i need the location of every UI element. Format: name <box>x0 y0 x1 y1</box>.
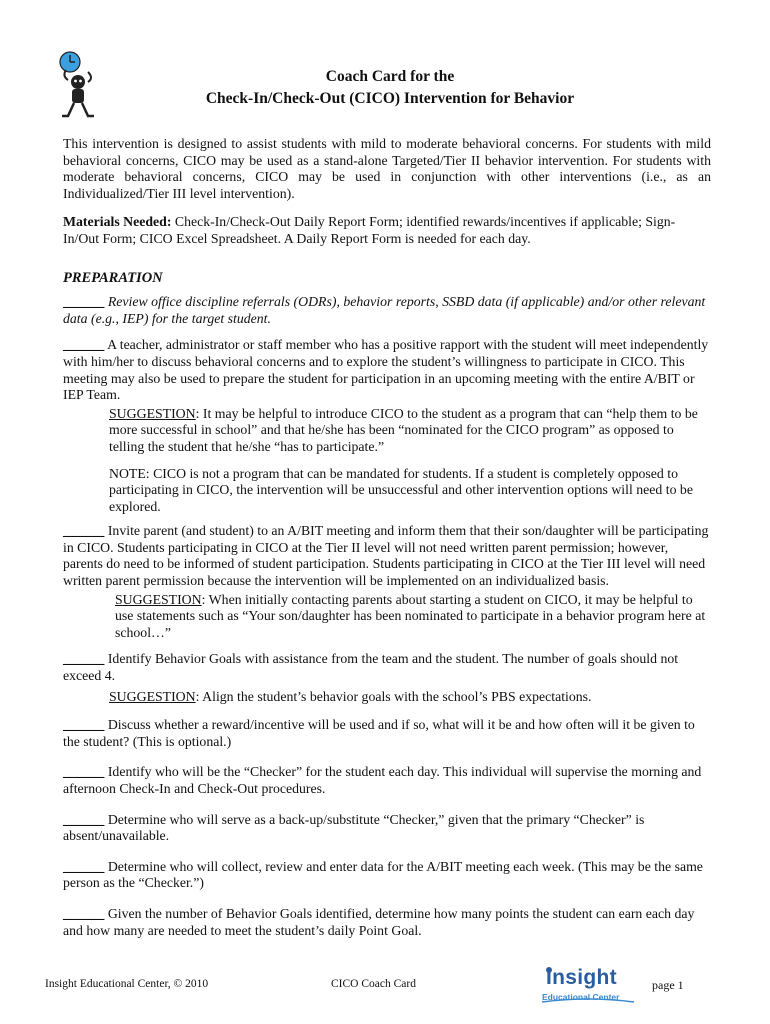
checkbox-blank[interactable]: ______ <box>63 858 105 874</box>
checklist-item: ______ A teacher, administrator or staff member who has a positive rapport with the student will meet independently with him/her to discuss behavioral concerns and to explore the student’s willingness to participate in CICO. This meeting may also be used to prepare the student for participation in an upcoming meeting with the entire A/BIT or IEP Team. <box>63 337 709 403</box>
suggestion-block: SUGGESTION: When initially contacting parents about starting a student on CICO, it may be helpful to use statements such as “Your son/daughter has been nominated to participate in a behavior program here at school…” <box>115 591 706 640</box>
page-number: page 1 <box>652 978 684 992</box>
logo-name: Insight <box>546 966 617 989</box>
suggestion-label: SUGGESTION <box>109 405 196 421</box>
intro-paragraph: This intervention is designed to assist students with mild to moderate behavioral concerns. For students with mild behavioral concerns, CICO may be used as a stand-alone Targeted/Tier II behavior intervention. For students with moderate behavioral concerns, CICO may be used in conjunction with other interventions (i.e., as an Individualized/Tier III level intervention). <box>63 136 711 201</box>
materials-text: Check-In/Check-Out Daily Report Form; identified rewards/incentives if applicable; Sign-In/Out Form; CICO Excel Spreadsheet. A Daily Report Form is needed for each day. <box>63 214 676 246</box>
clock-figure-icon <box>56 50 102 122</box>
checkbox-blank[interactable]: ______ <box>63 764 105 780</box>
checkbox-blank[interactable]: ______ <box>63 905 105 921</box>
materials-paragraph <box>63 214 711 247</box>
checklist-item: ______ Identify who will be the “Checker” for the student each day. This individual will supervise the morning and afternoon Check-In and Check-Out procedures. <box>63 764 702 796</box>
preparation-heading: PREPARATION <box>63 269 163 286</box>
title-line-1: Coach Card for the <box>325 68 455 85</box>
checkbox-blank[interactable]: ______ <box>63 651 105 667</box>
suggestion-label: SUGGESTION <box>115 591 202 607</box>
insight-logo-icon <box>540 966 636 1008</box>
document-title <box>120 66 660 110</box>
checklist-item: ______ Determine who will serve as a back-up/substitute “Checker,” given that the primary “Checker” is absent/unavailable. <box>63 811 645 844</box>
checklist-item: ______ Discuss whether a reward/incentive will be used and if so, what will it be and how often will it be given to the student? (This is optional.) <box>63 717 695 749</box>
note-block: NOTE: CICO is not a program that can be mandated for students. If a student is completely opposed to participating in CICO, the intervention will be unsuccessful and other intervention options will need to be explored. <box>109 465 693 514</box>
checklist-item: ______ Determine who will collect, review and enter data for the A/BIT meeting each week. (This may be the same person as the “Checker.”) <box>63 858 703 891</box>
suggestion-block: SUGGESTION: It may be helpful to introduce CICO to the student as a program that can “help them to be more successful in school” and that he/she has been “nominated for the CICO program” as opposed to telling the student that he/she “has to participate.” <box>109 405 698 454</box>
checkbox-blank[interactable]: ______ <box>63 523 105 539</box>
checkbox-blank[interactable]: ______ <box>63 717 105 733</box>
title-line-2: Check-In/Check-Out (CICO) Intervention for Behavior <box>205 90 575 107</box>
footer-title: CICO Coach Card <box>331 978 416 990</box>
materials-label: Materials Needed: <box>63 214 172 230</box>
checklist-item: ______ Identify Behavior Goals with assistance from the team and the student. The number of goals should not exceed 4. <box>63 651 679 684</box>
checklist-item: ______ Given the number of Behavior Goals identified, determine how many points the student can earn each day and how many are needed to meet the student’s daily Point Goal. <box>63 905 695 938</box>
checklist-item: ______ Review office discipline referrals (ODRs), behavior reports, SSBD data (if applicable) and/or other relevant data (e.g., IEP) for the target student. <box>63 294 706 326</box>
suggestion-label: SUGGESTION <box>109 688 196 704</box>
suggestion-block: SUGGESTION: Align the student’s behavior goals with the school’s PBS expectations. <box>109 688 592 704</box>
checkbox-blank[interactable]: ______ <box>63 811 105 827</box>
checkbox-blank[interactable]: ______ <box>63 294 105 310</box>
checkbox-blank[interactable]: ______ <box>63 337 105 353</box>
checklist-item: ______ Invite parent (and student) to an A/BIT meeting and inform them that their son/daughter will be participating in CICO. Students participating in CICO at the Tier II level will not need written parent permission; however, parents do need to be informed of student participation. Students participating in CICO at the Tier III level will need written parent permission because the intervention will be implemented on an individualized basis. <box>63 523 709 589</box>
document-body <box>63 136 711 939</box>
logo-subtitle: Educational Center <box>542 992 620 1002</box>
footer-copyright: Insight Educational Center, © 2010 <box>45 978 209 990</box>
